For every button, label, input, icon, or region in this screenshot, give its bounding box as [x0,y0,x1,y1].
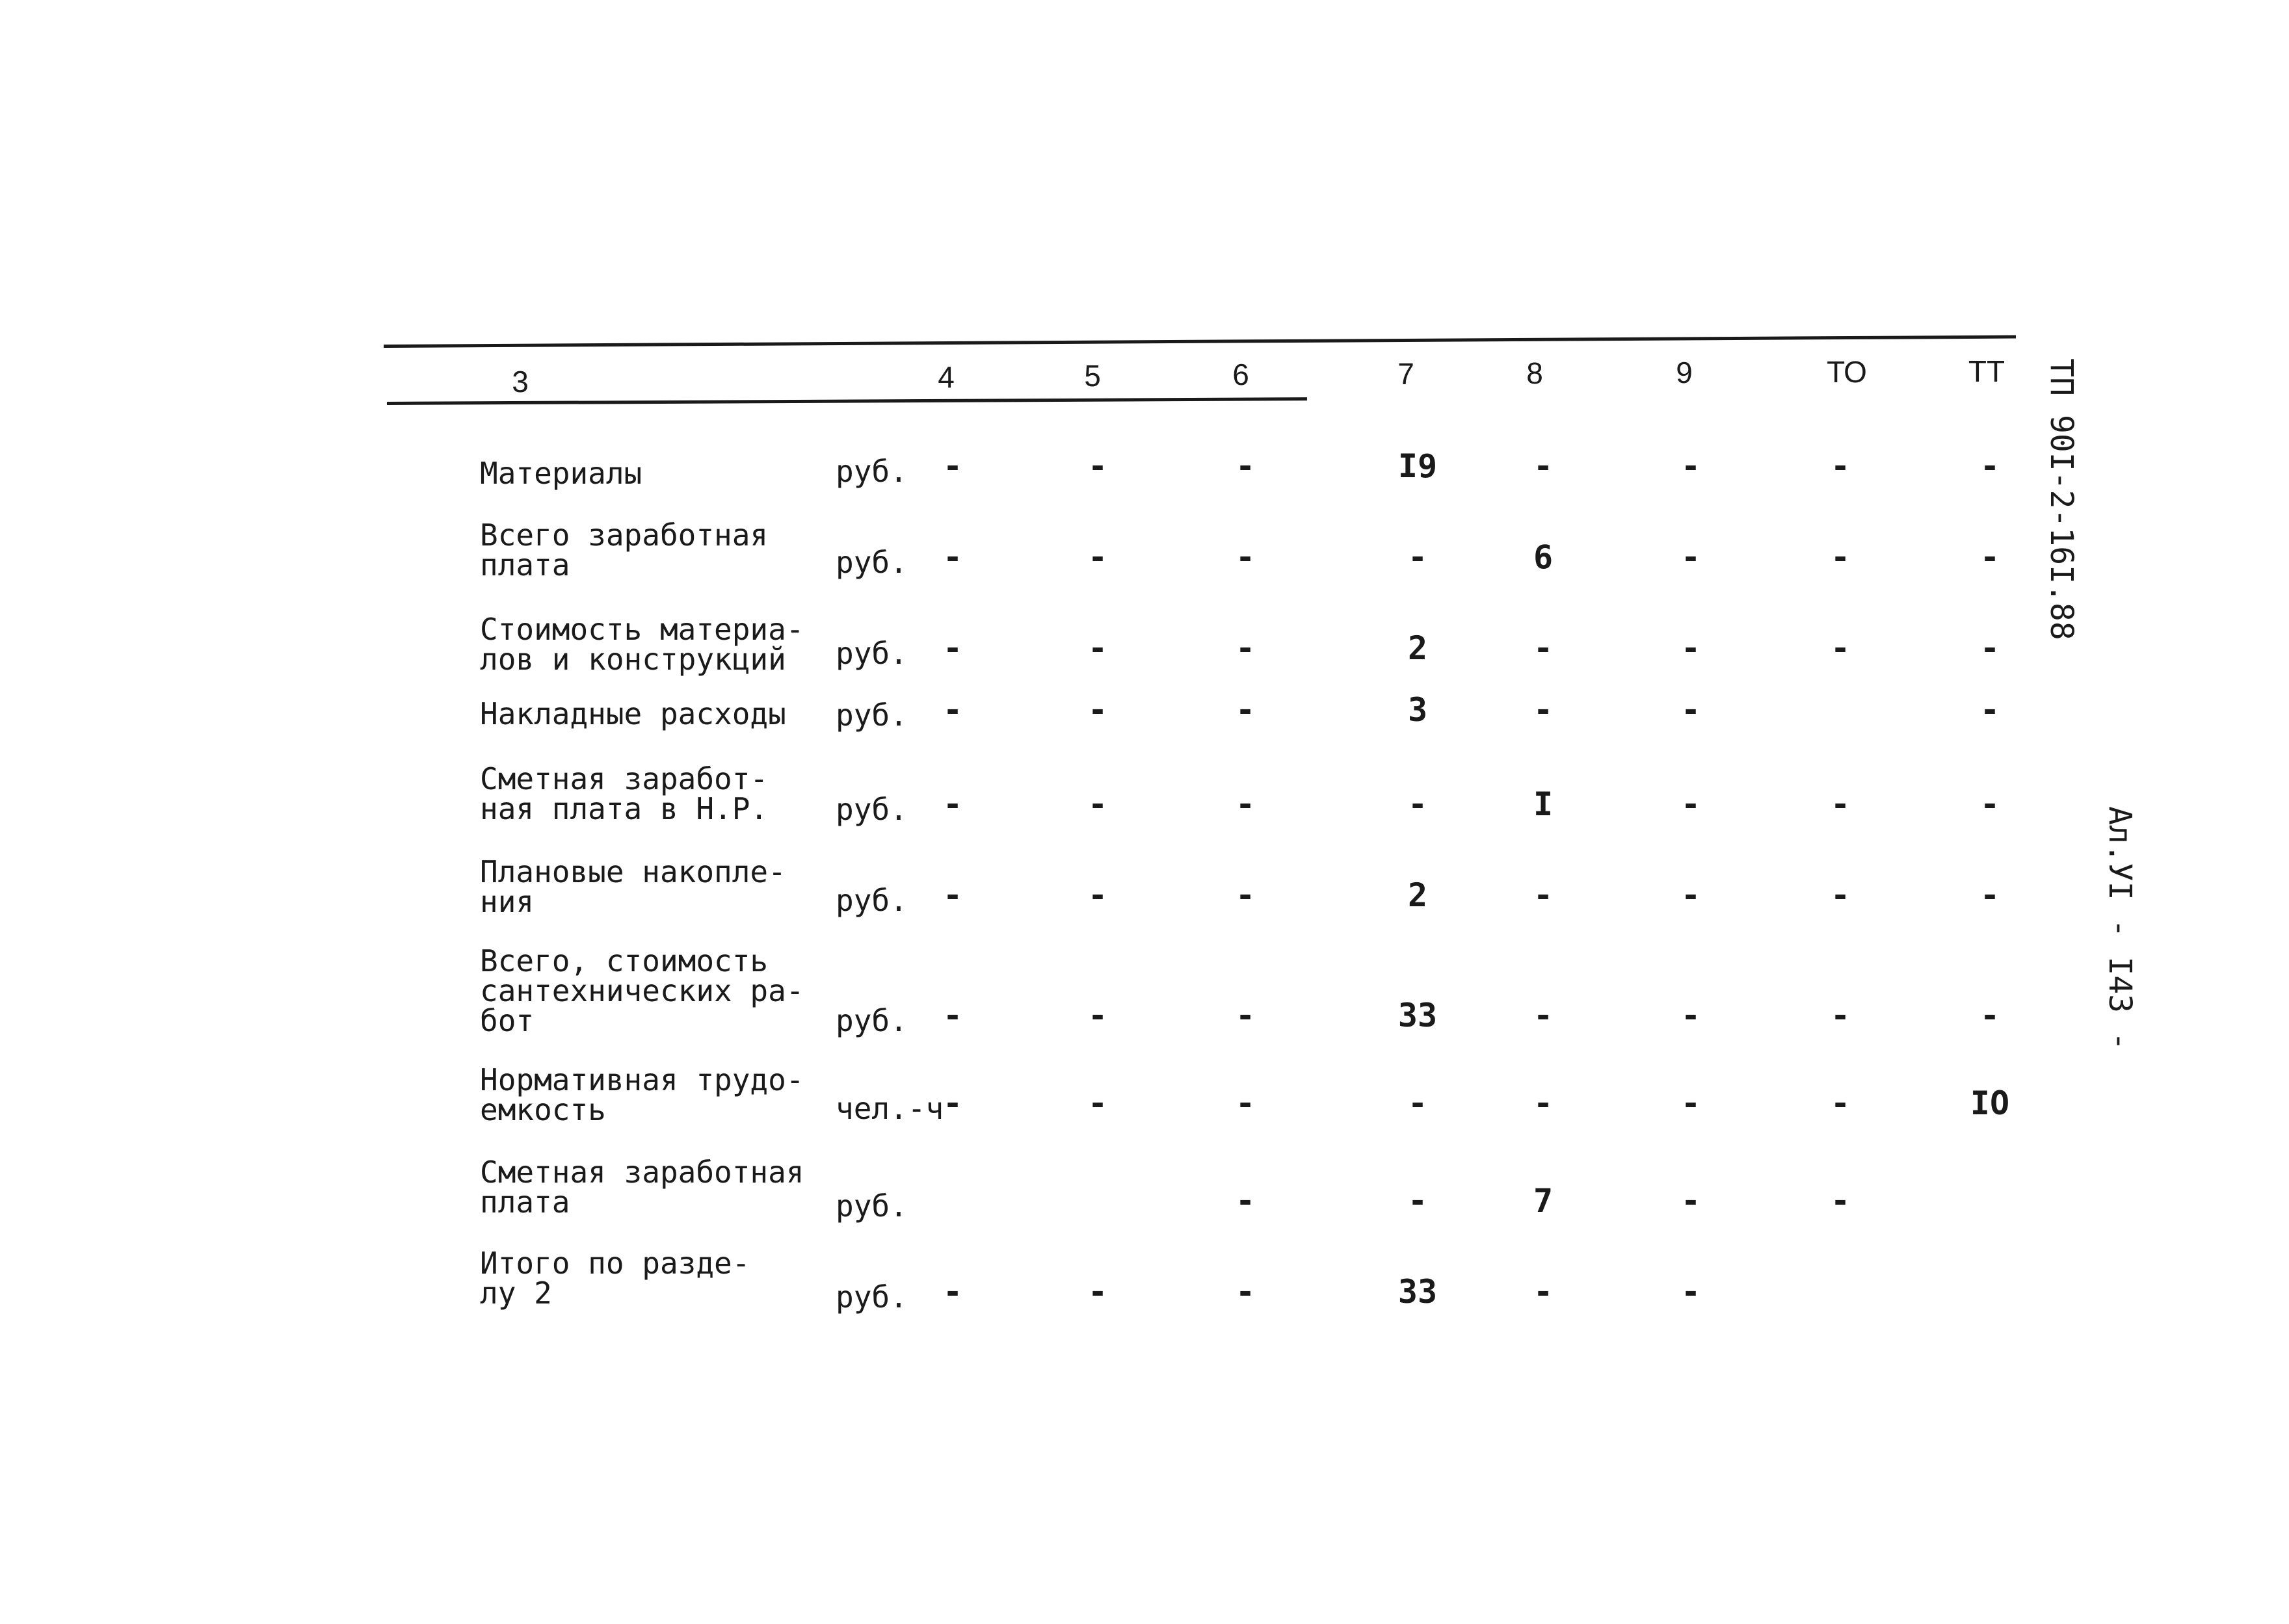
table-cell: - [1979,691,2000,729]
table-cell: - [1407,538,1428,576]
table-cell: - [1680,538,1701,576]
table-cell: - [1087,876,1108,914]
table-cell: - [1979,538,2000,576]
table-cell: - [1235,629,1256,667]
table-cell: 33 [1397,997,1438,1034]
table-cell: - [1407,1182,1428,1220]
table-cell: - [1235,1273,1256,1311]
table-cell: - [1680,629,1701,667]
row-label: Плановые накопле- ния [480,854,786,919]
table-cell: - [942,691,963,729]
table-cell: IO [1970,1084,2010,1122]
table-cell: - [1680,1273,1701,1311]
table-cell: - [1533,997,1554,1034]
table-cell: - [1830,1084,1851,1122]
table-cell: - [1087,1273,1108,1311]
table-cell: - [942,997,963,1034]
table-cell: - [1830,629,1851,667]
row-label: Стоимость материа- лов и конструкций [480,612,804,677]
table-cell: - [942,629,963,667]
table-cell: - [942,1273,963,1311]
column-header: 3 [512,365,529,399]
table-cell: - [1830,447,1851,485]
table-cell: - [1087,629,1108,667]
column-header: 7 [1397,357,1414,391]
table-cell: - [1680,876,1701,914]
row-label: Сметная заработ- ная плата в Н.Р. [480,761,769,826]
table-cell: - [1087,997,1108,1034]
table-cell: - [1680,447,1701,485]
table-cell: - [1979,629,2000,667]
table-cell: - [1830,997,1851,1034]
table-cell: - [1680,1084,1701,1122]
table-cell: - [1235,876,1256,914]
table-cell: I9 [1397,447,1438,485]
table-cell: 2 [1407,876,1428,914]
row-label: Всего, стоимость сантехнических ра- бот [480,943,804,1038]
row-label: Накладные расходы [480,696,786,731]
table-cell: - [1830,876,1851,914]
table-cell: - [1979,447,2000,485]
table-cell: - [1979,997,2000,1034]
column-header: 9 [1676,356,1693,389]
table-cell: - [1087,538,1108,576]
row-label: Итого по разде- лу 2 [480,1246,750,1311]
table-cell: - [1235,997,1256,1034]
table-cell: - [1830,1182,1851,1220]
table-cell: - [942,785,963,823]
table-cell: - [1407,785,1428,823]
table-cell: - [1235,1084,1256,1122]
table-cell: - [1533,629,1554,667]
table-cell: I [1533,785,1554,823]
table-cell: - [942,1084,963,1122]
table-cell: 2 [1407,629,1428,667]
table-cell: 7 [1533,1182,1554,1220]
column-header: 6 [1232,358,1249,391]
row-unit: руб. [836,698,908,733]
row-label: Нормативная трудо- емкость [480,1062,804,1127]
table-cell: - [1979,876,2000,914]
table-cell: 3 [1407,691,1428,729]
row-unit: чел.-ч [836,1091,944,1126]
row-unit: руб. [836,1188,908,1224]
table-cell: - [1533,447,1554,485]
row-unit: руб. [836,636,908,671]
table-cell: - [1087,447,1108,485]
table-cell: - [1087,1084,1108,1122]
table-cell: - [1680,997,1701,1034]
table-cell: - [1533,876,1554,914]
table-cell: - [1235,538,1256,576]
table-cell: - [1680,785,1701,823]
row-unit: руб. [836,454,908,489]
table-cell: - [1235,447,1256,485]
side-album-page: Ал.УI - I43 - [2102,806,2138,1051]
row-unit: руб. [836,545,908,580]
table-cell: 33 [1397,1273,1438,1311]
table-cell: - [942,876,963,914]
table-cell: - [1407,1084,1428,1122]
table-cell: - [1235,785,1256,823]
column-header: ТО [1827,355,1867,389]
row-unit: руб. [836,792,908,827]
table-cell: - [1235,691,1256,729]
table-cell: - [1830,538,1851,576]
table-cell: - [1533,1084,1554,1122]
table-cell: - [1533,1273,1554,1311]
table-cell: - [1087,691,1108,729]
row-unit: руб. [836,883,908,918]
table-cell: - [942,447,963,485]
table-cell: - [1680,1182,1701,1220]
table-cell: - [1533,691,1554,729]
table-cell: 6 [1533,538,1554,576]
table-cell: - [1087,785,1108,823]
row-unit: руб. [836,1003,908,1038]
column-header: 4 [938,360,955,394]
table-cell: - [1979,785,2000,823]
table-cell: - [1680,691,1701,729]
row-unit: руб. [836,1279,908,1315]
row-label: Сметная заработная плата [480,1155,804,1220]
top-rule [384,335,2016,348]
column-header: 8 [1526,356,1543,390]
row-label: Материалы [480,456,642,491]
row-label: Всего заработная плата [480,517,769,583]
table-cell: - [1235,1182,1256,1220]
table-cell: - [1830,785,1851,823]
table-cell: - [942,538,963,576]
side-doc-code: ТП 90I-2-16I.88 [2043,358,2080,640]
column-header: ТТ [1968,354,2005,388]
column-header: 5 [1084,359,1101,393]
